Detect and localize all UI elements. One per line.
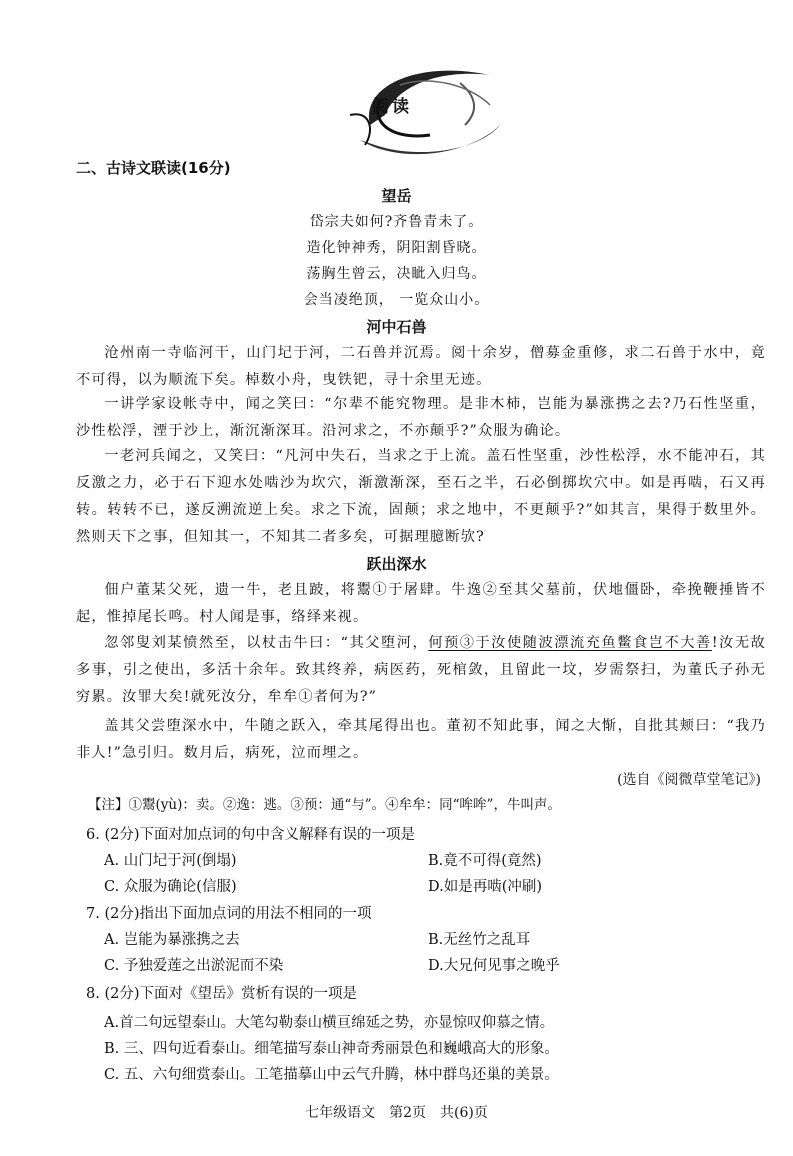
poem-line: 岱宗夫如何?齐鲁青未了。 — [309, 214, 484, 230]
poem-line: 荡胸生曾云，决眦入归鸟。 — [306, 266, 487, 282]
question-option[interactable]: C. 予独爱莲之出淤泥而不染 — [104, 958, 284, 974]
logo-text: 阅读 — [372, 97, 412, 117]
brush-swirl-icon — [340, 55, 505, 165]
question-option[interactable]: C. 众服为确论(信服) — [104, 879, 237, 895]
paragraph: 盖其父尝堕深水中，牛随之跃入，牵其尾得出也。董初不知此事，闻之大惭，自批其颊曰：“我乃非人!”急引归。数月后，病死，泣而埋之。 — [76, 718, 766, 761]
annotation-note: 【注】①鬻(yù)：卖。②逸：逃。③预：通“与”。④牟牟：同“哞哞”，牛叫声。 — [88, 797, 561, 813]
question-option[interactable]: A. 山门圮于河(倒塌) — [104, 853, 237, 869]
question-option[interactable]: D.如是再啮(冲刷) — [428, 879, 543, 895]
underlined-sentence: 何预③于汝使随波漂流充鱼鳖食岂不大善 — [428, 635, 712, 651]
poem-line: 会当凌绝顶， 一览众山小。 — [303, 292, 490, 308]
question-option[interactable]: B.竟不可得(竟然) — [428, 853, 542, 869]
question-option[interactable]: C. 五、六句细赏泰山。工笔描摹山中云气升腾，林中群鸟还巢的美景。 — [104, 1067, 559, 1083]
question-option[interactable]: A.首二句远望泰山。大笔勾勒泰山横亘绵延之势，亦显惊叹仰慕之情。 — [104, 1015, 555, 1031]
poem-title: 望岳 — [381, 187, 412, 205]
text3-title: 跃出深水 — [366, 555, 427, 573]
reading-logo — [340, 55, 505, 165]
paragraph: 佃户董某父死，遗一牛，老且跛，将鬻①于屠肆。牛逸②至其父墓前，伏地僵卧，牵挽鞭捶皆不起，惟掉尾长鸣。村人闻是事，络绎来视。 — [76, 582, 766, 625]
page-footer: 七年级语文 第2页 共(6)页 — [305, 1105, 488, 1121]
question-option[interactable]: A. 岂能为暴涨携之去 — [104, 932, 240, 948]
question-stem: 6. (2分)下面对加点词的句中含义解释有误的一项是 — [86, 827, 415, 843]
text2-title: 河中石兽 — [366, 318, 427, 336]
poem-line: 造化钟神秀，阴阳割昏晓。 — [306, 240, 487, 256]
paragraph: 一讲学家设帐寺中，闻之笑曰：“尔辈不能究物理。是非木柿，岂能为暴涨携之去?乃石性坚重，沙性松浮，湮于沙上，渐沉渐深耳。沿河求之，不亦颠乎?”众服为确论。 — [76, 396, 766, 439]
question-option[interactable]: D.大兄何见事之晚乎 — [428, 958, 560, 974]
paragraph: 一老河兵闻之，又笑曰：“凡河中失石，当求之于上流。盖石性坚重，沙性松浮，水不能冲石，其反激之力，必于石下迎水处啮沙为坎穴，渐激渐深，至石之半，石必倒掷坎穴中。如是再啮，石又再转。转转不已，遂反溯流逆上矣。求之下流，固颠；求之地中，不更颠乎?”如其言，果得于数里外。然则天下之事，但知其一，不知其二者多矣，可据理臆断欤? — [76, 448, 766, 545]
source-citation: (选自《阅微草堂笔记》) — [617, 772, 761, 788]
text-segment: 忽邻叟刘某愤然至，以杖击牛曰：“其父堕河， — [104, 635, 429, 651]
paragraph — [76, 630, 766, 711]
paragraph: 沧州南一寺临河干，山门圮于河，二石兽并沉焉。阅十余岁，僧募金重修，求二石兽于水中，竟不可得，以为顺流下矣。棹数小舟，曳铁钯，寻十余里无迹。 — [76, 345, 766, 388]
question-option[interactable]: B.无丝竹之乱耳 — [428, 932, 531, 948]
question-option[interactable]: B. 三、四句近看泰山。细笔描写泰山神奇秀丽景色和巍峨高大的形象。 — [104, 1041, 559, 1057]
section-title: 二、古诗文联读(16分) — [76, 159, 231, 177]
text-segment: !汝无故多事，引之使出，多活十余年。致其终养，病医药，死棺敛，且留此一坟，岁需祭扫，为董氏子孙无穷累。汝罪大矣!就死汝分，牟牟①者何为?” — [76, 635, 766, 705]
question-stem: 8. (2分)下面对《望岳》赏析有误的一项是 — [86, 986, 357, 1002]
question-stem: 7. (2分)指出下面加点词的用法不相同的一项 — [86, 906, 372, 922]
